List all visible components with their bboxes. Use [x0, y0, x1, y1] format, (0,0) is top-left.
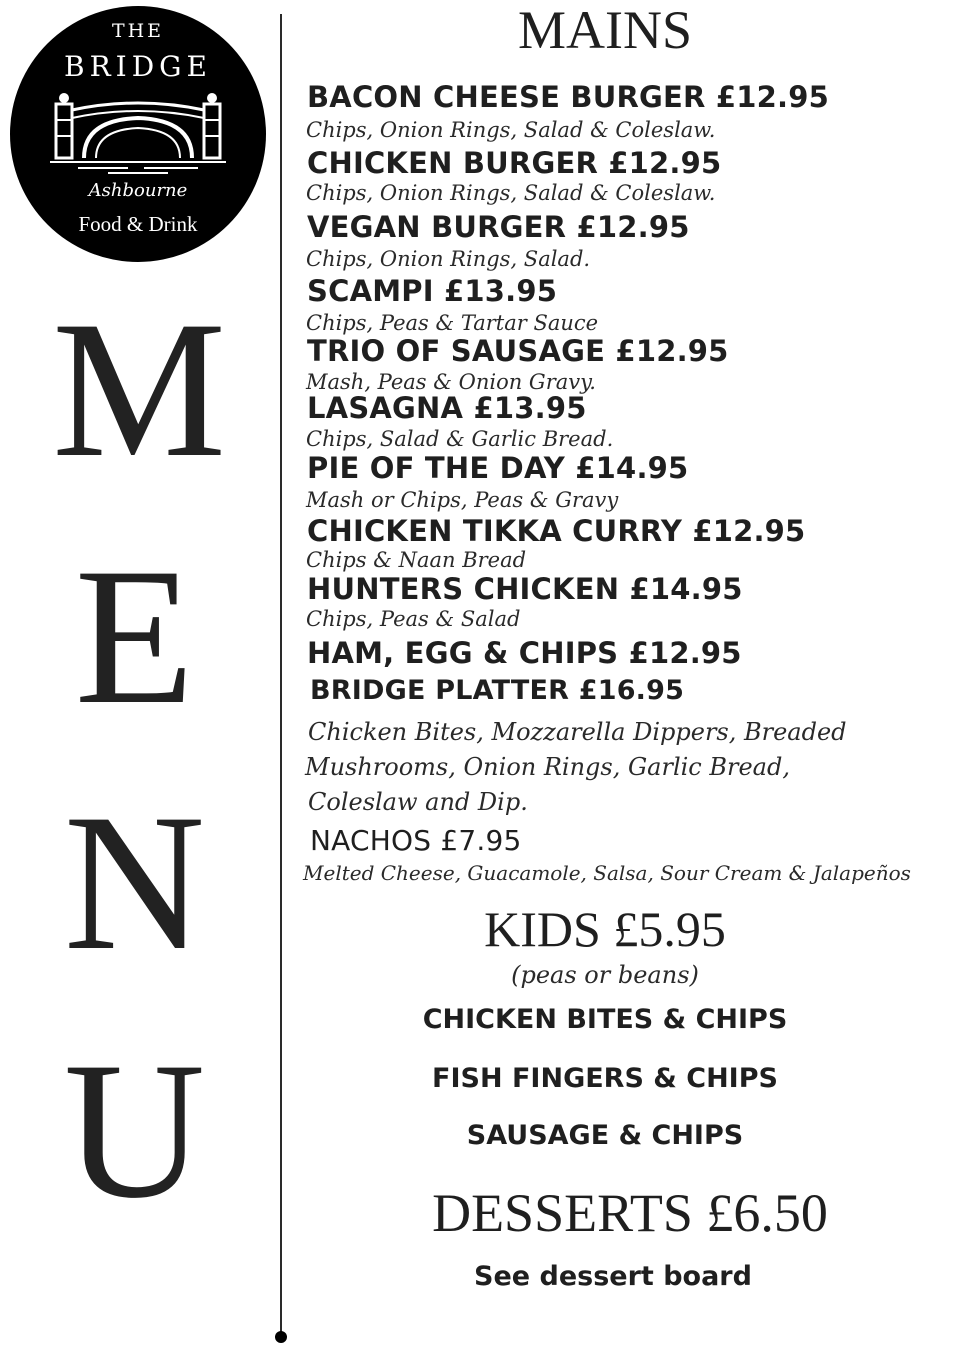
mains-heading: MAINS: [517, 0, 693, 60]
divider-dot: [275, 1331, 287, 1343]
item-name-ham-egg-chips: HAM, EGG & CHIPS £12.95: [307, 636, 742, 670]
item-desc-bridge-platter-line2: Mushrooms, Onion Rings, Garlic Bread,: [305, 753, 790, 781]
item-name-vegan-burger: VEGAN BURGER £12.95: [307, 210, 690, 244]
item-desc-hunters-chicken: Chips, Peas & Salad: [306, 607, 521, 631]
desserts-note: See dessert board: [474, 1261, 752, 1292]
vertical-divider: [280, 14, 282, 1336]
item-name-trio-of-sausage: TRIO OF SAUSAGE £12.95: [307, 334, 729, 368]
kids-note: (peas or beans): [511, 961, 699, 989]
kids-item-chicken-bites: CHICKEN BITES & CHIPS: [422, 1004, 788, 1035]
item-desc-trio-of-sausage: Mash, Peas & Onion Gravy.: [306, 370, 596, 394]
item-desc-bridge-platter-line3: Coleslaw and Dip.: [308, 788, 528, 816]
item-desc-lasagna: Chips, Salad & Garlic Bread.: [306, 427, 614, 451]
item-name-hunters-chicken: HUNTERS CHICKEN £14.95: [307, 572, 743, 606]
item-desc-nachos: Melted Cheese, Guacamole, Salsa, Sour Cream & Jalapeños: [303, 861, 911, 885]
logo-text-tagline: Food & Drink: [78, 212, 198, 236]
desserts-heading: DESSERTS £6.50: [432, 1183, 828, 1243]
logo: [10, 6, 266, 262]
item-desc-bridge-platter-line1: Chicken Bites, Mozzarella Dippers, Breaded: [308, 718, 847, 746]
item-desc-scampi: Chips, Peas & Tartar Sauce: [306, 311, 599, 335]
kids-item-sausage: SAUSAGE & CHIPS: [466, 1120, 744, 1151]
item-desc-pie-of-the-day: Mash or Chips, Peas & Gravy: [306, 488, 619, 512]
item-name-pie-of-the-day: PIE OF THE DAY £14.95: [307, 451, 689, 485]
item-desc-vegan-burger: Chips, Onion Rings, Salad.: [306, 247, 591, 271]
menu-letter-n: N: [63, 774, 206, 991]
item-name-chicken-tikka-curry: CHICKEN TIKKA CURRY £12.95: [307, 514, 806, 548]
menu-letter-u: U: [63, 1022, 206, 1239]
menu-letter-m: M: [52, 281, 227, 498]
kids-item-fish-fingers: FISH FINGERS & CHIPS: [432, 1063, 778, 1094]
item-name-nachos: NACHOS £7.95: [310, 824, 522, 857]
bridge-icon: [48, 92, 228, 174]
menu-letter-e: E: [74, 528, 195, 745]
item-name-lasagna: LASAGNA £13.95: [307, 391, 587, 425]
item-desc-chicken-burger: Chips, Onion Rings, Salad & Coleslaw.: [306, 181, 716, 205]
kids-heading: KIDS £5.95: [484, 901, 726, 957]
logo-text-town: Ashbourne: [88, 180, 188, 201]
logo-text-bridge: BRIDGE: [64, 50, 212, 83]
item-name-scampi: SCAMPI £13.95: [307, 274, 558, 308]
item-desc-bacon-cheese-burger: Chips, Onion Rings, Salad & Coleslaw.: [306, 118, 716, 142]
item-name-bacon-cheese-burger: BACON CHEESE BURGER £12.95: [307, 80, 829, 114]
item-desc-chicken-tikka-curry: Chips & Naan Bread: [306, 548, 527, 572]
logo-text-the: THE: [111, 20, 165, 42]
item-name-chicken-burger: CHICKEN BURGER £12.95: [307, 146, 722, 180]
item-name-bridge-platter: BRIDGE PLATTER £16.95: [310, 675, 685, 706]
